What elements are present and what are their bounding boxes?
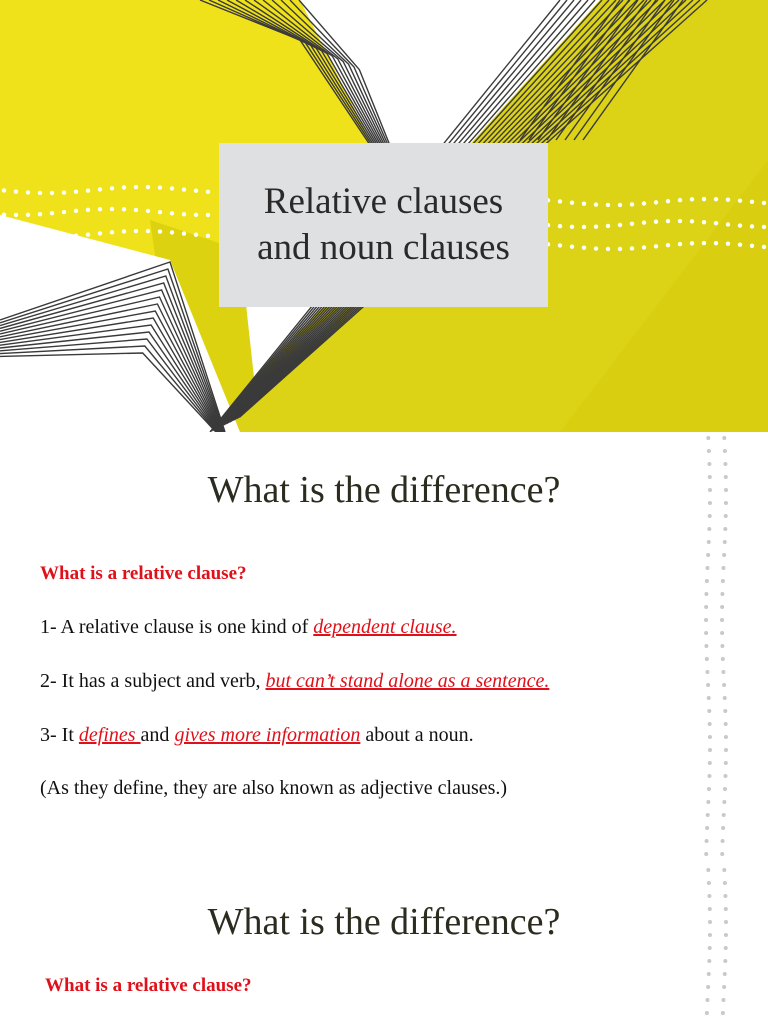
- question-label: What is a relative clause?: [45, 975, 252, 996]
- title-line-1: Relative clauses: [263, 181, 504, 222]
- point-2-text: 2- It has a subject and verb,: [40, 670, 266, 692]
- point-3-highlight-2: gives more information: [174, 724, 361, 746]
- point-3-prefix: 3- It: [40, 724, 79, 746]
- point-3-middle: and: [140, 724, 175, 746]
- point-2-highlight: but can’t stand alone as a sentence.: [265, 670, 550, 692]
- point-3-highlight-1: defines: [78, 724, 141, 746]
- point-1-highlight: dependent clause.: [313, 616, 457, 638]
- content-slide-2: [0, 864, 768, 1024]
- question-label: What is a relative clause?: [40, 563, 247, 584]
- point-1-text: 1- A relative clause is one kind of: [40, 616, 314, 638]
- point-4: (As they define, they are also known as adjective clauses.): [40, 777, 508, 799]
- decorative-dots: [700, 864, 740, 1024]
- title-line-2: and noun clauses: [257, 227, 510, 268]
- slide-heading: What is the difference?: [207, 469, 561, 511]
- point-3: [40, 724, 474, 747]
- slide-heading: What is the difference?: [207, 901, 561, 943]
- point-2: [40, 670, 549, 693]
- title-slide: [0, 0, 768, 432]
- point-3-suffix: about a noun.: [360, 724, 474, 746]
- title-box: [219, 143, 548, 307]
- content-slide-1: [0, 432, 768, 864]
- point-1: [40, 616, 457, 639]
